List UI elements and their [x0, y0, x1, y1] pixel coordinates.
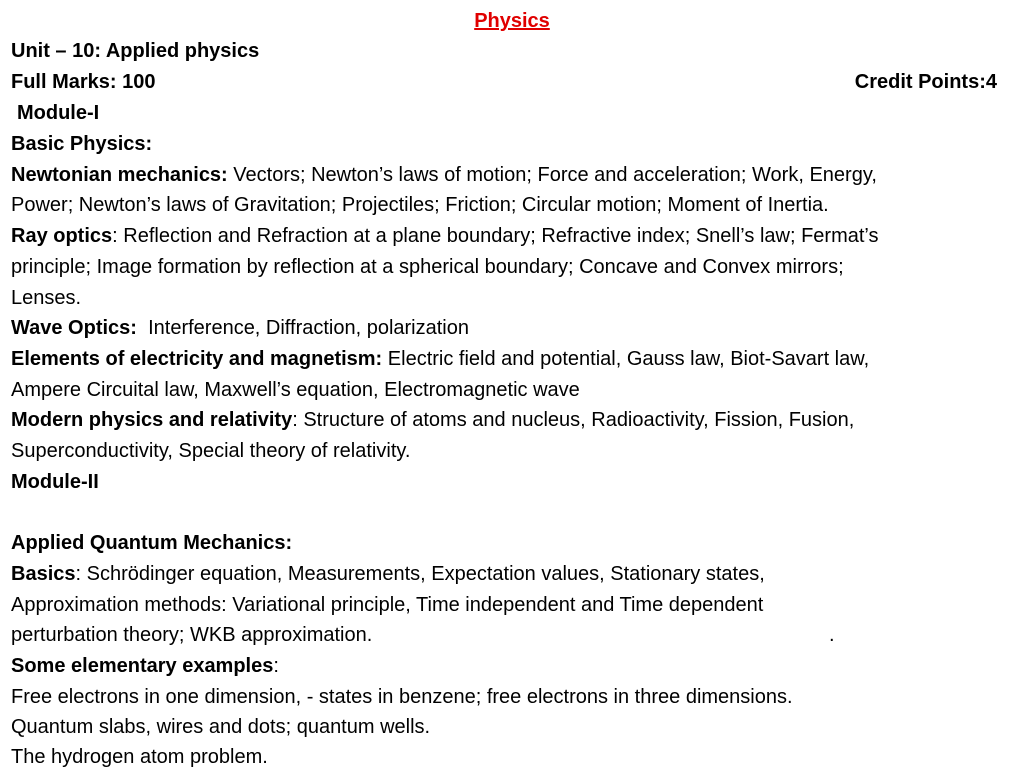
examples-heading-line: [11, 653, 279, 679]
wave-optics-line: [11, 315, 469, 341]
wave-optics-text: Interference, Diffraction, polarization: [136, 317, 469, 339]
module-2-heading: Module-II: [11, 471, 99, 493]
modern-heading: Modern physics and relativity: [11, 409, 293, 431]
stray-dot: .: [829, 624, 835, 646]
examples-line-1: Free electrons in one dimension, - states in benzene; free electrons in three dimensions.: [11, 686, 793, 708]
basics-text-1: : Schrödinger equation, Measurements, Expectation values, Stationary states,: [75, 563, 765, 585]
electricity-text-1: Electric field and potential, Gauss law, Biot-Savart law,: [382, 348, 870, 370]
ray-optics-text-1: : Reflection and Refraction at a plane boundary; Refractive index; Snell’s law; Fermat’s: [112, 225, 879, 247]
newtonian-line-2: Power; Newton’s laws of Gravitation; Projectiles; Friction; Circular motion; Moment of Inertia.: [11, 194, 829, 216]
module-1-heading: Module-I: [17, 102, 100, 124]
aqm-heading: Applied Quantum Mechanics:: [11, 532, 293, 554]
newtonian-heading: Newtonian mechanics:: [11, 164, 228, 186]
modern-text-1: : Structure of atoms and nucleus, Radioactivity, Fission, Fusion,: [292, 409, 855, 431]
basics-line-1: [11, 561, 765, 587]
examples-heading: Some elementary examples: [11, 655, 274, 677]
wave-optics-heading: Wave Optics:: [11, 317, 137, 339]
newtonian-line-1: [11, 162, 877, 188]
newtonian-text-1: Vectors; Newton’s laws of motion; Force and acceleration; Work, Energy,: [227, 164, 877, 186]
credit-points: Credit Points:4: [854, 71, 997, 93]
examples-line-2: Quantum slabs, wires and dots; quantum wells.: [11, 716, 431, 738]
unit-heading: Unit – 10: Applied physics: [11, 40, 260, 62]
electricity-heading: Elements of electricity and magnetism:: [11, 348, 383, 370]
full-marks: Full Marks: 100: [11, 71, 156, 93]
ray-optics-heading: Ray optics: [11, 225, 113, 247]
ray-optics-line-2: principle; Image formation by reflection at a spherical boundary; Concave and Convex mirrors;: [11, 256, 844, 278]
ray-optics-line-3: Lenses.: [11, 287, 82, 309]
examples-line-3: The hydrogen atom problem.: [11, 746, 268, 768]
basics-line-2: Approximation methods: Variational principle, Time independent and Time dependent: [11, 594, 764, 616]
modern-line-1: [11, 407, 854, 433]
basic-physics-heading: Basic Physics:: [11, 133, 153, 155]
page-title: Physics: [474, 10, 550, 32]
basics-heading: Basics: [11, 563, 76, 585]
electricity-line-2: Ampere Circuital law, Maxwell’s equation, Electromagnetic wave: [11, 379, 580, 401]
modern-line-2: Superconductivity, Special theory of relativity.: [11, 440, 411, 462]
basics-line-3: perturbation theory; WKB approximation.: [11, 624, 373, 646]
ray-optics-line-1: [11, 223, 878, 249]
examples-colon: :: [273, 655, 279, 677]
electricity-line-1: [11, 346, 869, 372]
